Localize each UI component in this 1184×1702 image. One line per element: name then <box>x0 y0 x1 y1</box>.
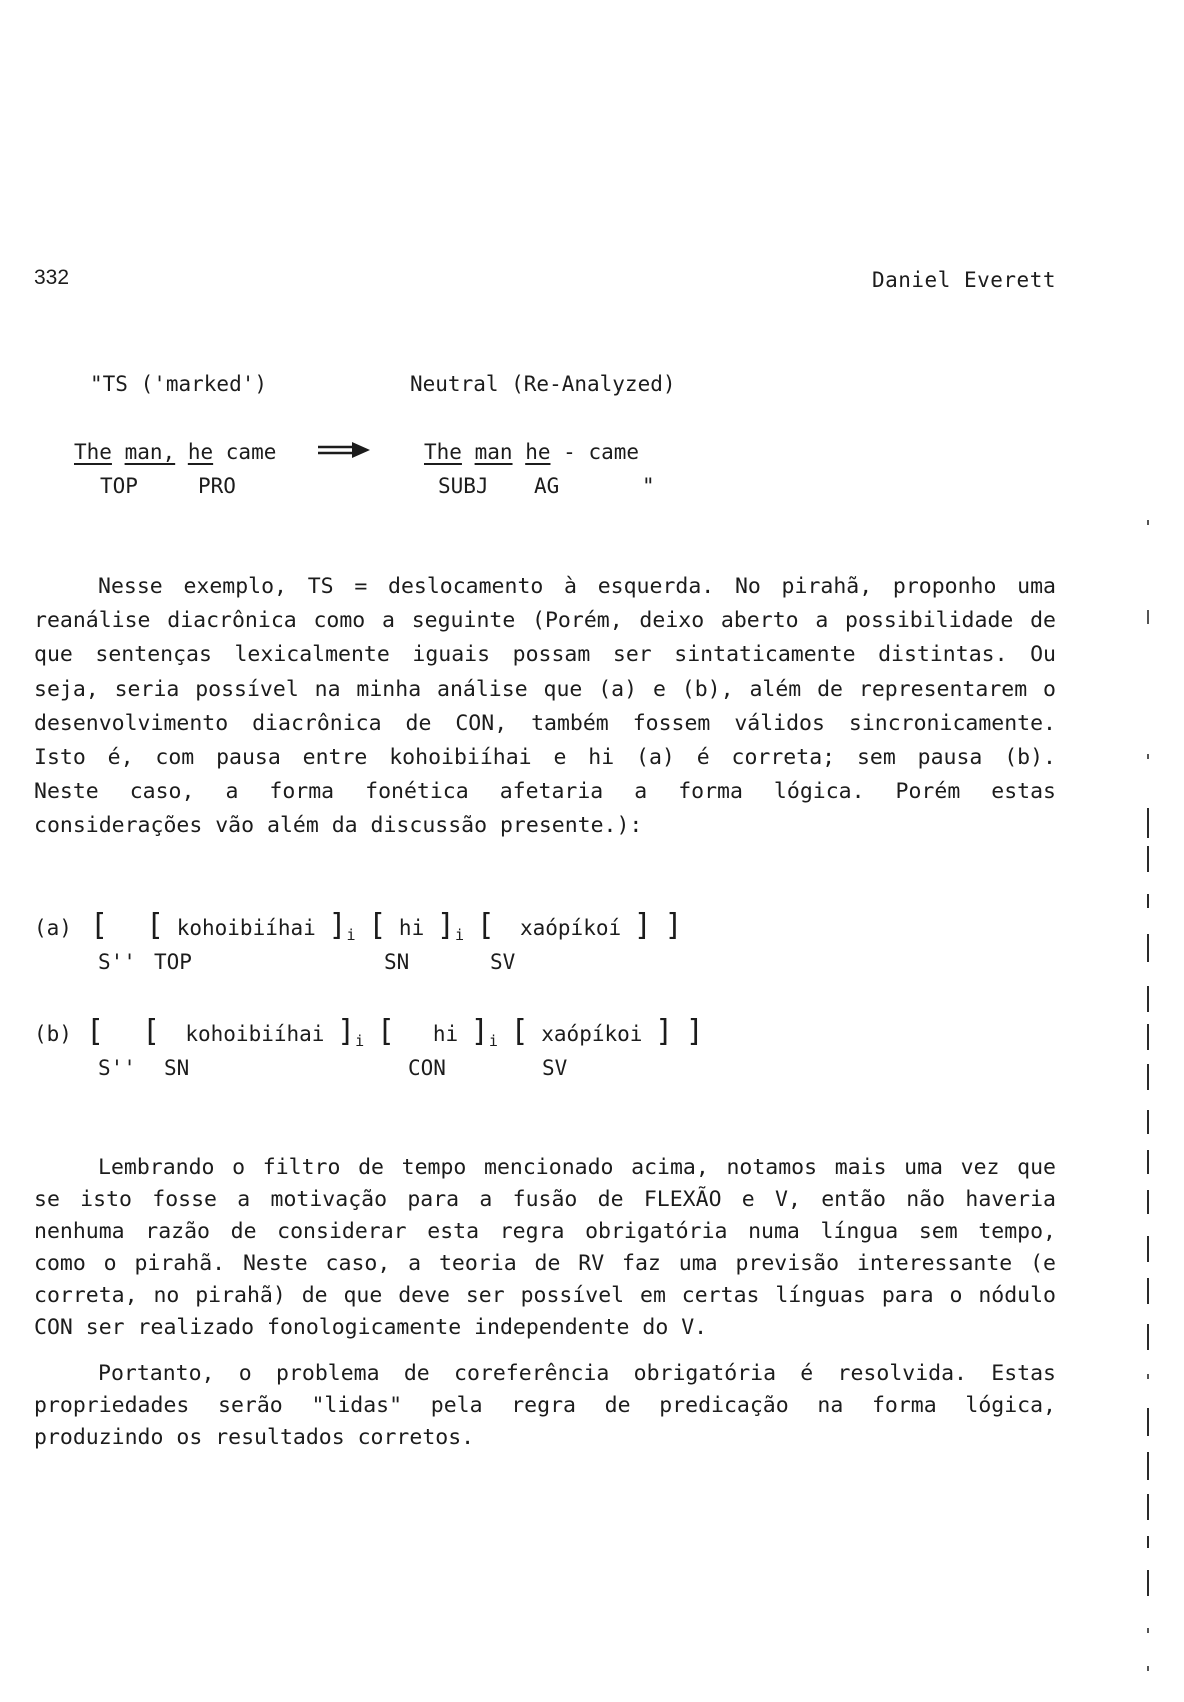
marked-heading-text: "TS ('marked') <box>90 372 268 396</box>
paragraph-2-line: como o pirahã. Neste caso, a teoria de RV faz uma previsão interessante (e <box>34 1251 1056 1276</box>
example-b-tag-1: SN <box>164 1056 190 1080</box>
example-a-word-2: hi <box>398 916 425 940</box>
example-a-label: (a) <box>34 916 72 940</box>
example-a-tag-3: SV <box>490 950 516 974</box>
paragraph-1-line: Neste caso, a forma fonética afetaria a forma lógica. Porém estas <box>34 779 1056 805</box>
word-man-neutral: man <box>474 440 513 464</box>
paragraph-2-line: nenhuma razão de considerar esta regra obrigatória numa língua sem tempo, <box>34 1219 1056 1244</box>
example-a-word-3: xaópíkoí <box>519 916 622 940</box>
index-i: i <box>454 926 464 944</box>
tag-top: TOP <box>100 474 138 498</box>
neutral-sentence <box>424 440 639 464</box>
paragraph-3-line: Portanto, o problema de coreferência obrigatória é resolvida. Estas <box>98 1361 1056 1386</box>
scan-mark <box>1147 846 1149 872</box>
paragraph-1-line: Nesse exemplo, TS = deslocamento à esquerda. No pirahã, proponho uma <box>98 574 1056 599</box>
marked-sentence <box>74 440 276 464</box>
scan-mark <box>1147 1570 1149 1596</box>
page-number: 332 <box>34 266 70 289</box>
index-i: i <box>355 1032 365 1050</box>
example-b-word-1: kohoibiíhai <box>185 1022 325 1046</box>
tag-subj: SUBJ <box>438 474 489 498</box>
paragraph-1-line: desenvolvimento diacrônica de CON, também fossem válidos sincronicamente. <box>34 710 1056 736</box>
example-a-tag-outer: S'' <box>98 950 136 974</box>
word-came: came <box>225 440 277 464</box>
scan-mark <box>1147 1024 1149 1050</box>
scan-mark <box>1147 894 1149 908</box>
neutral-heading-text: Neutral (Re-Analyzed) <box>410 372 676 396</box>
example-a-bracketing: [ [ kohoibiíhai ]$_i$ [ hi ]$_i$ [ xaópíkoí ] ] <box>90 908 683 944</box>
example-b-word-2: hi <box>432 1022 459 1046</box>
paragraph-1 <box>34 570 1056 844</box>
example-b-bracketing: [ [ kohoibiíhai ]$_i$ [ hi ]$_i$ [ xaópíkoi ] ] <box>86 1014 704 1050</box>
example-b-tag-outer: S'' <box>98 1056 136 1080</box>
word-came-neutral: came <box>588 440 640 464</box>
scan-mark <box>1147 1150 1149 1174</box>
word-the-neutral: The <box>424 440 462 464</box>
scan-mark <box>1147 808 1149 838</box>
scan-mark <box>1147 934 1149 962</box>
tag-pro: PRO <box>198 474 236 498</box>
running-head-author: Daniel Everett <box>871 268 1056 292</box>
scan-mark <box>1147 1278 1149 1304</box>
scan-mark <box>1147 1494 1149 1520</box>
scan-mark <box>1147 1452 1149 1480</box>
scan-mark <box>1147 1190 1149 1214</box>
paragraph-3 <box>34 1358 1056 1454</box>
scan-mark <box>1147 1064 1149 1090</box>
double-arrow-right-icon <box>318 442 370 458</box>
paragraph-2-line: se isto fosse a motivação para a fusão de FLEXÃO e V, então não haveria <box>34 1187 1056 1212</box>
scan-mark <box>1147 1408 1149 1436</box>
scan-mark <box>1147 986 1149 1012</box>
neutral-heading <box>410 372 676 396</box>
tag-ditto: " <box>642 474 655 498</box>
example-a-word-1: kohoibiíhai <box>176 916 316 940</box>
word-the: The <box>74 440 112 464</box>
scan-mark <box>1147 1110 1149 1134</box>
index-i: i <box>346 926 356 944</box>
example-a-tag-1: TOP <box>154 950 192 974</box>
scan-mark <box>1147 1536 1149 1548</box>
tag-ag: AG <box>534 474 560 498</box>
paragraph-1-line: seja, seria possível na minha análise que (a) e (b), além de representarem o <box>34 676 1056 702</box>
word-dash: - <box>563 440 576 464</box>
example-b-tag-3: SV <box>542 1056 568 1080</box>
scan-mark <box>1147 1374 1149 1379</box>
paragraph-1-line: que sentenças lexicalmente iguais possam ser sintaticamente distintas. Ou <box>34 642 1056 668</box>
example-b-label: (b) <box>34 1022 72 1046</box>
scan-mark <box>1147 1628 1149 1633</box>
scan-mark <box>1147 754 1149 759</box>
scan-mark <box>1147 1324 1149 1350</box>
paragraph-2-line: correta, no pirahã) de que deve ser possível em certas línguas para o nódulo <box>34 1283 1056 1308</box>
example-b-tag-2: CON <box>408 1056 446 1080</box>
example-b-word-3: xaópíkoi <box>541 1022 643 1046</box>
marked-heading <box>90 372 267 396</box>
word-man: man, <box>124 440 176 464</box>
scan-mark <box>1147 1666 1149 1671</box>
example-a-tag-2: SN <box>384 950 410 974</box>
paragraph-3-line: propriedades serão "lidas" pela regra de predicação na forma lógica, <box>34 1393 1056 1418</box>
word-he-neutral: he <box>525 440 551 464</box>
paragraph-2 <box>34 1152 1056 1344</box>
index-i: i <box>488 1032 498 1050</box>
scan-mark <box>1147 610 1149 624</box>
paragraph-2-line: Lembrando o filtro de tempo mencionado acima, notamos mais uma vez que <box>98 1155 1056 1180</box>
scan-mark <box>1147 520 1149 525</box>
scan-mark <box>1147 1236 1149 1262</box>
paragraph-3-line: produzindo os resultados corretos. <box>34 1425 475 1450</box>
paragraph-1-line: considerações vão além da discussão presente.): <box>34 813 643 839</box>
paragraph-1-line: reanálise diacrônica como a seguinte (Porém, deixo aberto a possibilidade de <box>34 608 1056 634</box>
paragraph-1-line: Isto é, com pausa entre kohoibiíhai e hi (a) é correta; sem pausa (b). <box>34 745 1056 771</box>
word-he: he <box>187 440 214 464</box>
paragraph-2-line: CON ser realizado fonologicamente independente do V. <box>34 1315 708 1340</box>
